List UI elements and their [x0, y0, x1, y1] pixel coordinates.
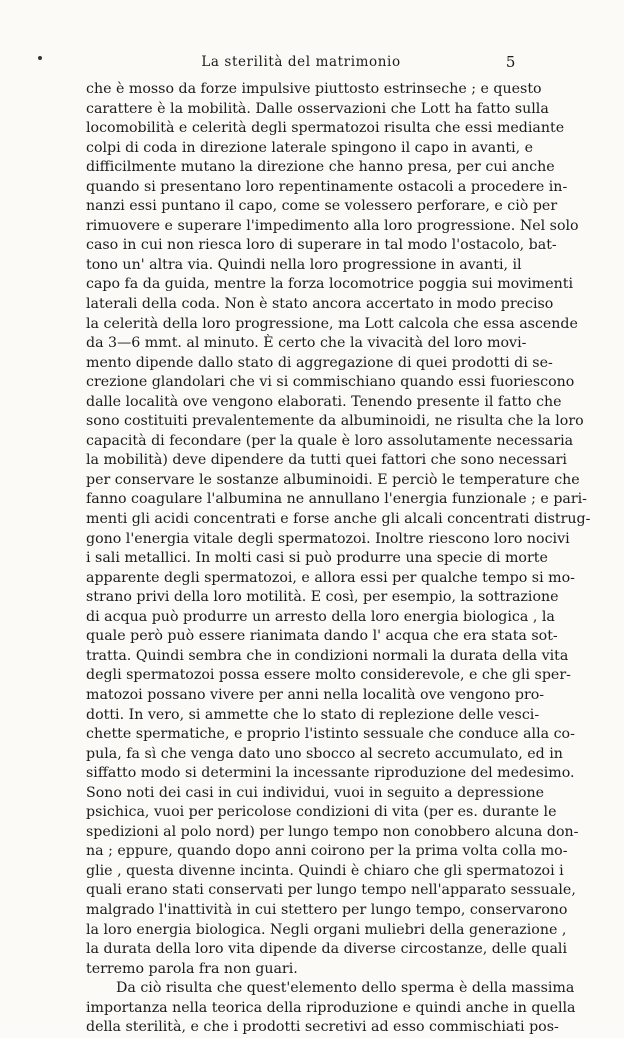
- text-line: la loro energia biologica. Negli organi muliebri della generazione ,: [86, 921, 567, 938]
- text-line: matozoi possano vivere per anni nella località ove vengono pro-: [86, 686, 545, 703]
- ink-speck: [38, 56, 42, 60]
- text-line: nanzi essi puntano il capo, come se volessero perforare, e ciò per: [86, 198, 558, 215]
- text-line: mento dipende dallo stato di aggregazione di quei prodotti di se-: [86, 354, 553, 371]
- text-line: colpi di coda in direzione laterale spingono il capo in avanti, e: [86, 139, 534, 156]
- text-line: dotti. In vero, si ammette che lo stato di replezione delle vesci-: [86, 706, 540, 723]
- text-line: tratta. Quindi sembra che in condizioni normali la durata della vita: [86, 647, 569, 664]
- text-line: locomobilità e celerità degli spermatozoi risulta che essi mediante: [86, 120, 565, 137]
- text-line: i sali metallici. In molti casi si può produrre una specie di morte: [86, 550, 548, 567]
- text-line: difficilmente mutano la direzione che hanno presa, per cui anche: [86, 159, 555, 176]
- text-line: gono l'energia vitale degli spermatozoi. Inoltre riescono loro nocivi: [86, 530, 570, 547]
- text-line: Da ciò risulta che quest'elemento dello sperma è della massima: [116, 980, 575, 997]
- text-line: malgrado l'inattività in cui stettero per lungo tempo, conservarono: [86, 901, 568, 918]
- text-line: per conservare le sostanze albuminoidi. E perciò le temperature che: [86, 471, 580, 488]
- text-line: sono costituiti prevalentemente da albuminoidi, ne risulta che la loro: [86, 413, 584, 430]
- text-line: che è mosso da forze impulsive piuttosto estrinseche ; e questo: [86, 81, 542, 97]
- text-line: Sono noti dei casi in cui individui, vuoi in seguito a depressione: [86, 784, 545, 801]
- text-line: spedizioni al polo nord) per lungo tempo non conobbero alcuna don-: [86, 823, 579, 840]
- page-number: 5: [505, 53, 516, 71]
- text-line: apparente degli spermatozoi, e allora essi per qualche tempo si mo-: [86, 569, 575, 586]
- paragraph: [86, 80, 591, 979]
- text-line: da 3—6 mmt. al minuto. È certo che la vivacità del loro movi-: [86, 335, 527, 352]
- text-line: glie , questa divenne incinta. Quindi è chiaro che gli spermatozoi i: [86, 862, 564, 879]
- text-line: dalle località ove vengono elaborati. Tenendo presente il fatto che: [86, 393, 562, 410]
- text-line: fanno coagulare l'albumina ne annullano l'energia funzionale ; e pari-: [86, 491, 587, 508]
- body-text: [86, 80, 591, 1038]
- text-line: importanza nella teorica della riproduzione e quindi anche in quella: [86, 999, 576, 1016]
- running-title: La sterilità del matrimonio: [201, 54, 401, 70]
- text-line: chette spermatiche, e proprio l'istinto sessuale che conduce alla co-: [86, 726, 575, 743]
- page-header: [86, 52, 516, 72]
- text-line: capo fa da guida, mentre la forza locomotrice poggia sui movimenti: [86, 276, 573, 293]
- text-line: carattere è la mobilità. Dalle osservazioni che Lott ha fatto sulla: [86, 100, 549, 117]
- text-line: siffatto modo si determini la incessante riproduzione del medesimo.: [86, 765, 575, 782]
- text-line: di acqua può produrre un arresto della loro energia biologica , la: [86, 608, 555, 625]
- text-line: terremo parola fra non guari.: [86, 960, 298, 977]
- text-line: la mobilità) deve dipendere da tutti quei fattori che sono necessari: [86, 452, 567, 469]
- text-line: crezione glandolari che vi si commischiano quando essi fuoriescono: [86, 374, 575, 391]
- text-line: na ; eppure, quando dopo anni coirono per la prima volta colla mo-: [86, 843, 568, 860]
- text-line: menti gli acidi concentrati e forse anche gli alcali concentrati distrug-: [86, 511, 591, 528]
- text-line: quale però può essere rianimata dando l' acqua che era stata sot-: [86, 628, 558, 645]
- text-line: caso in cui non riesca loro di superare in tal modo l'ostacolo, bat-: [86, 237, 557, 254]
- text-line: psichica, vuoi per pericolose condizioni di vita (per es. durante le: [86, 804, 557, 821]
- text-line: della sterilità, e che i prodotti secretivi ad esso commischiati pos-: [86, 1019, 559, 1036]
- paragraph: [86, 979, 576, 1038]
- text-line: rimuovere e superare l'impedimento alla loro progressione. Nel solo: [86, 217, 579, 234]
- text-line: degli spermatozoi possa essere molto considerevole, e che gli sper-: [86, 667, 571, 684]
- text-line: la durata della loro vita dipende da diverse circostanze, delle quali: [86, 941, 567, 958]
- text-line: laterali della coda. Non è stato ancora accertato in modo preciso: [86, 296, 554, 313]
- text-line: tono un' altra via. Quindi nella loro progressione in avanti, il: [86, 256, 522, 273]
- text-line: strano privi della loro motilità. E così, per esempio, la sottrazione: [86, 589, 559, 606]
- text-line: quali erano stati conservati per lungo tempo nell'apparato sessuale,: [86, 882, 576, 899]
- text-line: pula, fa sì che venga dato uno sbocco al secreto accumulato, ed in: [86, 745, 563, 762]
- text-line: quando si presentano loro repentinamente ostacoli a procedere in-: [86, 178, 568, 195]
- text-line: capacità di fecondare (per la quale è loro assolutamente necessaria: [86, 432, 574, 449]
- text-line: la celerità della loro progressione, ma Lott calcola che essa ascende: [86, 315, 578, 332]
